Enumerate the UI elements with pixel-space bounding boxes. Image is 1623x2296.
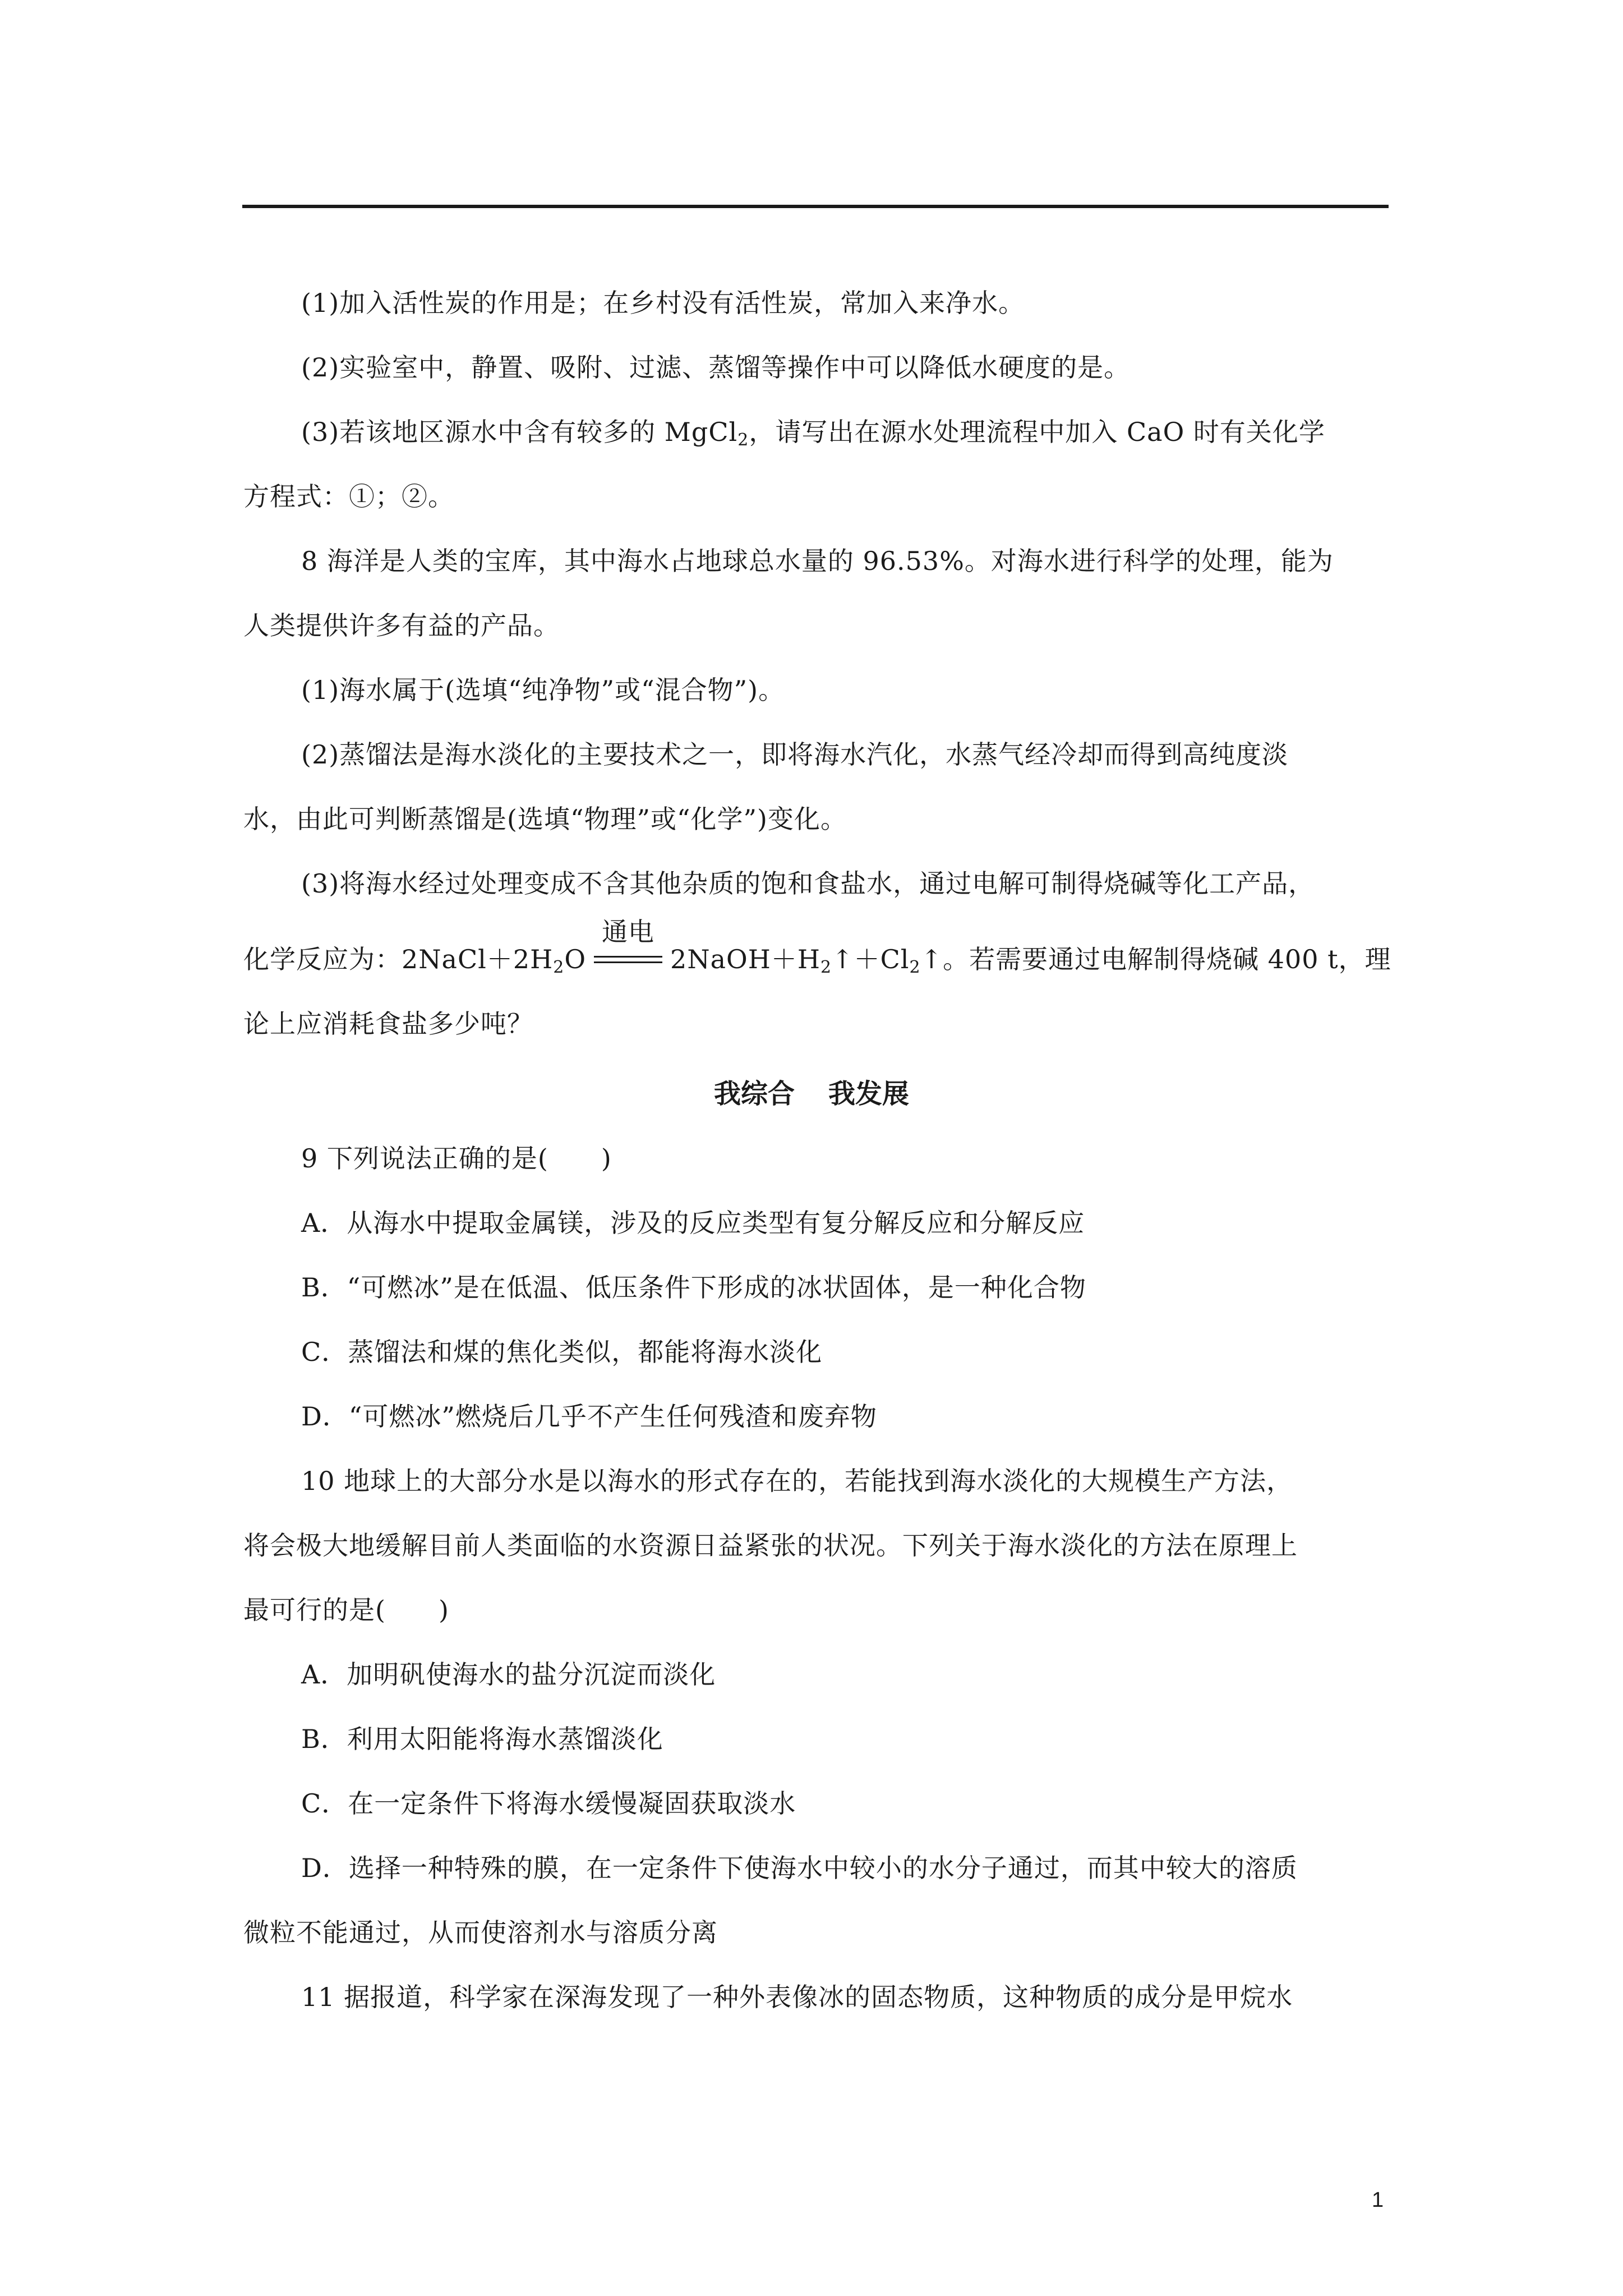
q10-option-c: C．在一定条件下将海水缓慢凝固获取淡水: [301, 1788, 796, 1819]
header-rule: [242, 205, 1389, 208]
q8-part3-line1: (3)将海水经过处理变成不含其他杂质的饱和食盐水，通过电解可制得烧碱等化工产品，: [301, 868, 1315, 899]
eq-reactants: 化学反应为：2NaCl＋2H: [243, 944, 554, 974]
q10-option-a: A．加明矾使海水的盐分沉淀而淡化: [301, 1659, 716, 1690]
q8-part2-line2: 水，由此可判断蒸馏是(选填“物理”或“化学”)变化。: [243, 804, 847, 834]
q7-part1: (1)加入活性炭的作用是；在乡村没有活性炭，常加入来净水。: [301, 288, 1025, 318]
q9-option-c: C．蒸馏法和煤的焦化类似，都能将海水淡化: [301, 1337, 823, 1367]
eq-h2o-oxygen: O: [564, 944, 587, 974]
q8-part2-line1: (2)蒸馏法是海水淡化的主要技术之一，即将海水汽化，水蒸气经冷却而得到高纯度淡: [301, 739, 1289, 770]
eq-products-a: 2NaOH＋H: [670, 944, 820, 974]
eq-cl2-subscript: 2: [909, 958, 921, 977]
section-heading: [0, 1077, 1623, 1111]
eq-products-b: ↑＋Cl: [832, 944, 910, 974]
q11-stem-line1: 11 据报道，科学家在深海发现了一种外表像冰的固态物质，这种物质的成分是甲烷水: [301, 1982, 1293, 2012]
eq-suffix: ↑。若需要通过电解制得烧碱 400 t，理: [920, 944, 1391, 974]
q8-intro-line1: 8 海洋是人类的宝库，其中海水占地球总水量的 96.53%。对海水进行科学的处理，能为: [301, 546, 1334, 576]
q8-chemical-equation: [243, 917, 1391, 977]
q9-option-d: D．“可燃冰”燃烧后几乎不产生任何残渣和废弃物: [301, 1401, 877, 1432]
q7-part3-text-a: (3)若该地区源水中含有较多的 MgCl: [301, 417, 738, 447]
q7-part3-subscript: 2: [737, 430, 749, 450]
q7-part2: (2)实验室中，静置、吸附、过滤、蒸馏等操作中可以降低水硬度的是。: [301, 352, 1131, 383]
q8-part1: (1)海水属于(选填“纯净物”或“混合物”)。: [301, 675, 785, 705]
q10-option-d-line2: 微粒不能通过，从而使溶剂水与溶质分离: [243, 1917, 718, 1948]
eq-condition-label: 通电: [602, 917, 655, 947]
q9-option-b: B．“可燃冰”是在低温、低压条件下形成的冰状固体，是一种化合物: [301, 1272, 1086, 1303]
section-heading-part2: 我发展: [828, 1078, 910, 1110]
page-number: 1: [1372, 2188, 1384, 2212]
q10-stem-line2: 将会极大地缓解目前人类面临的水资源日益紧张的状况。下列关于海水淡化的方法在原理上: [243, 1530, 1298, 1561]
q10-option-d-line1: D．选择一种特殊的膜，在一定条件下使海水中较小的水分子通过，而其中较大的溶质: [301, 1853, 1298, 1883]
q7-part3-text-b: ，请写出在源水处理流程中加入 CaO 时有关化学: [749, 417, 1325, 447]
section-heading-part1: 我综合: [713, 1078, 795, 1110]
eq-h2o-subscript: 2: [553, 958, 565, 977]
q10-option-b: B．利用太阳能将海水蒸馏淡化: [301, 1724, 663, 1754]
q9-option-a: A．从海水中提取金属镁，涉及的反应类型有复分解反应和分解反应: [301, 1208, 1085, 1238]
eq-condition-arrow: [592, 917, 665, 976]
q7-part3-line2: 方程式：①；②。: [243, 481, 454, 512]
q8-part3-line3: 论上应消耗食盐多少吨？: [243, 1009, 533, 1039]
q7-part3: [301, 415, 1325, 449]
q9-stem: 9 下列说法正确的是( ): [301, 1143, 612, 1174]
q10-stem-line1: 10 地球上的大部分水是以海水的形式存在的，若能找到海水淡化的大规模生产方法，: [301, 1466, 1293, 1496]
eq-h2-subscript: 2: [820, 958, 832, 977]
q8-intro-line2: 人类提供许多有益的产品。: [243, 610, 560, 641]
q10-stem-line3: 最可行的是( ): [243, 1595, 449, 1625]
